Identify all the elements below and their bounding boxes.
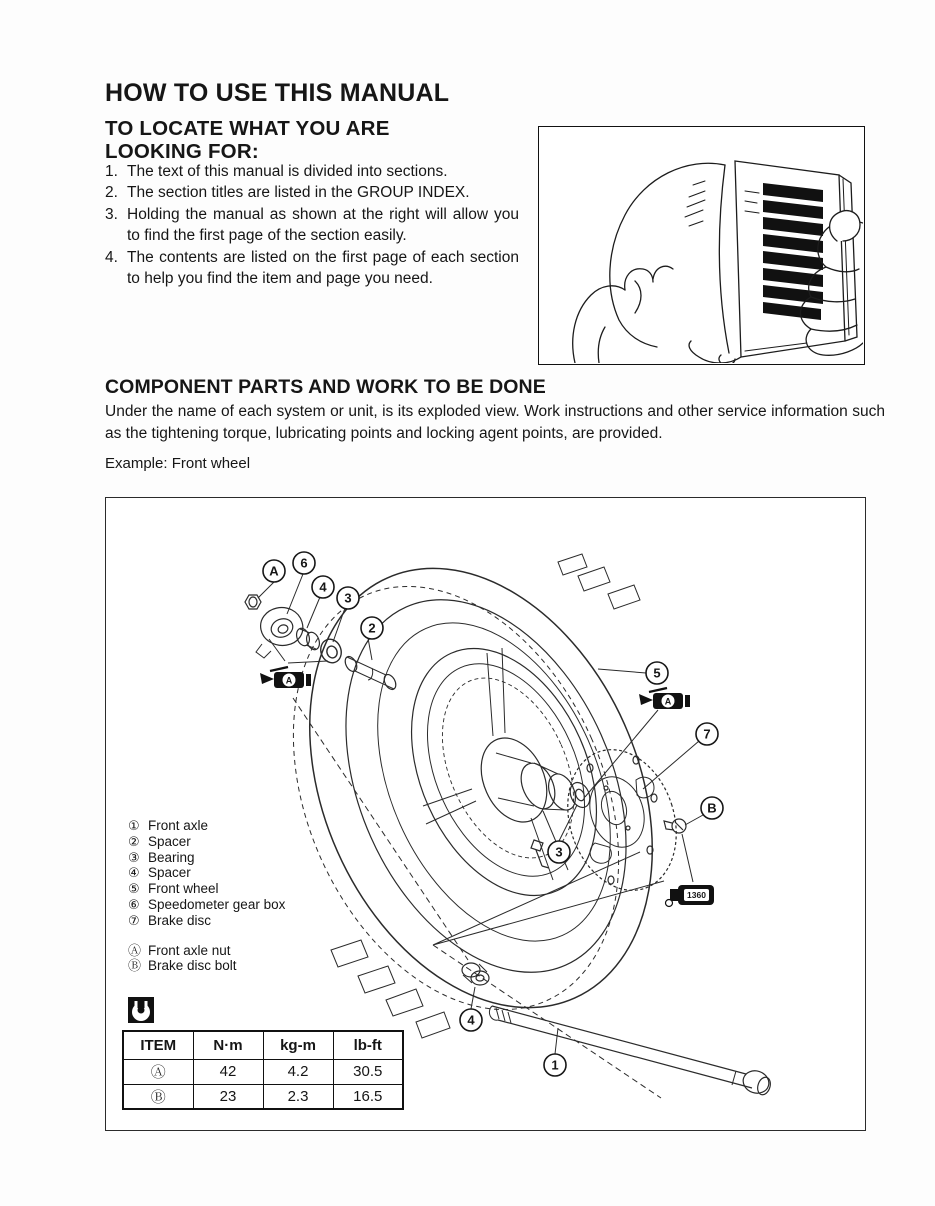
cell-lbft: 16.5: [333, 1084, 403, 1109]
list-item-text: The contents are listed on the first page of each section to help you find the item and page you need.: [127, 248, 519, 288]
cell-nm: 42: [193, 1059, 263, 1084]
tire-inner: [291, 556, 681, 1017]
list-item-number: 2.: [105, 184, 118, 202]
col-header-kgm: kg-m: [263, 1031, 333, 1059]
part-item: [128, 897, 285, 913]
axle-spacer-part: [343, 655, 398, 692]
cell-item: Ⓑ: [123, 1084, 193, 1109]
list-item-number: 3.: [105, 205, 118, 223]
fastener-ref: Ⓐ: [128, 942, 142, 958]
list-item-text: The text of this manual is divided into sections.: [127, 163, 448, 180]
fastener-ref: Ⓑ: [128, 958, 142, 974]
oil-can-icon: [639, 688, 690, 709]
oil-icon-label: A: [664, 696, 672, 707]
page-title: HOW TO USE THIS MANUAL: [105, 79, 450, 107]
locate-heading: [105, 117, 390, 163]
locate-heading-line1: TO LOCATE WHAT YOU ARE: [105, 117, 390, 140]
part-ref: ⑦: [128, 912, 140, 928]
callout-5: 5: [653, 665, 661, 681]
list-item-number: 1.: [105, 163, 118, 180]
callout-4: 4: [319, 579, 327, 595]
callout-3: 3: [344, 590, 352, 606]
front-wheel-exploded-diagram: [105, 497, 866, 1131]
part-ref: ①: [128, 818, 140, 833]
cell-nm: 23: [193, 1084, 263, 1109]
part-item: [128, 818, 285, 834]
fastener-item: [128, 958, 285, 974]
cell-kgm: 2.3: [263, 1084, 333, 1109]
list-item-number: 4.: [105, 248, 118, 266]
callout-2: 2: [368, 620, 376, 636]
torque-row-A: [123, 1059, 403, 1084]
part-item: [128, 850, 285, 866]
part-name: Front wheel: [148, 881, 219, 897]
torque-row-B: [123, 1084, 403, 1109]
list-item-text: The section titles are listed in the GROUP INDEX.: [127, 184, 470, 202]
fastener-legend: [128, 943, 285, 975]
rim-outer: [375, 619, 632, 924]
part-item: [128, 881, 285, 897]
cell-item: Ⓐ: [123, 1059, 193, 1084]
part-ref: ⑥: [128, 896, 140, 912]
callout-6: 6: [300, 555, 308, 571]
tire-outer: [244, 514, 718, 1062]
parts-legend: [128, 818, 285, 974]
thread-lock-icon: [666, 885, 715, 907]
list-item: [105, 161, 519, 182]
fastener-name: Brake disc bolt: [148, 958, 237, 974]
part-ref: ③: [128, 849, 140, 865]
part-name: Front axle: [148, 818, 209, 833]
list-item: [105, 182, 519, 203]
torque-table: [122, 1030, 404, 1110]
speedometer-gearbox-part: [256, 608, 303, 658]
cell-kgm: 4.2: [263, 1059, 333, 1084]
torque-wrench-icon: [128, 997, 154, 1028]
callout-A: A: [269, 563, 279, 579]
list-item-text: Holding the manual as shown at the right will allow you to find the first page of the section easily.: [127, 205, 519, 245]
col-header-lbft: lb-ft: [333, 1031, 403, 1059]
locate-instructions-list: [105, 161, 519, 289]
part-name: Speedometer gear box: [148, 896, 286, 912]
callout-4b: 4: [467, 1012, 475, 1028]
part-name: Bearing: [148, 849, 195, 865]
fastener-name: Front axle nut: [148, 942, 231, 958]
hands-book-drawing: [539, 127, 863, 363]
part-item: [128, 865, 285, 881]
torque-table-header-row: [123, 1031, 403, 1059]
callout-3b: 3: [555, 844, 563, 860]
callout-7: 7: [703, 726, 711, 742]
example-label: Example: Front wheel: [105, 455, 251, 472]
oil-icon-label: A: [285, 675, 293, 686]
part-ref: ②: [128, 833, 140, 849]
list-item: [105, 247, 519, 290]
component-parts-heading: COMPONENT PARTS AND WORK TO BE DONE: [105, 376, 546, 398]
part-item: [128, 913, 285, 929]
part-name: Spacer: [148, 833, 191, 849]
part-name: Spacer: [148, 865, 191, 881]
component-parts-paragraph: Under the name of each system or unit, is its exploded view. Work instructions and other service information such as the tightening torque, lubricating points and locking agent points, are provided.: [105, 403, 885, 442]
callout-B: B: [707, 800, 717, 816]
col-header-nm: N·m: [193, 1031, 263, 1059]
part-ref: ④: [128, 865, 140, 881]
part-name: Brake disc: [148, 912, 212, 928]
locate-heading-line2: LOOKING FOR:: [105, 140, 259, 163]
fastener-item: [128, 943, 285, 959]
thread-lock-label: 1360: [687, 890, 706, 901]
cell-lbft: 30.5: [333, 1059, 403, 1084]
part-ref: ⑤: [128, 881, 140, 897]
manual-holding-illustration: [538, 126, 865, 365]
oil-can-icon: [260, 667, 311, 688]
front-axle-part: [489, 1006, 772, 1096]
col-header-item: ITEM: [123, 1031, 193, 1059]
list-item: [105, 204, 519, 247]
callout-1: 1: [551, 1057, 559, 1073]
part-item: [128, 834, 285, 850]
